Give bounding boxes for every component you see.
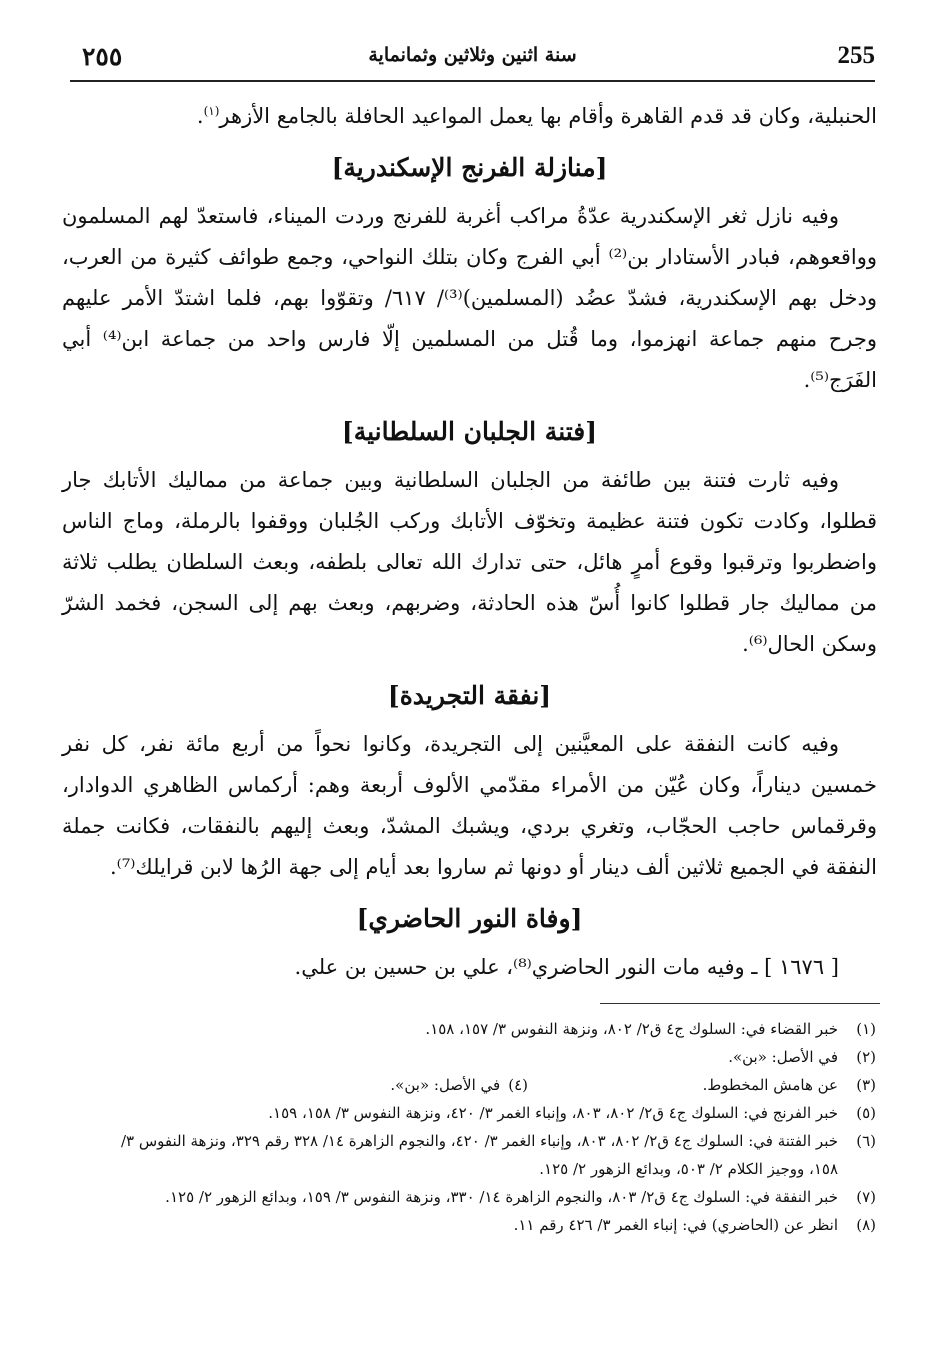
section-heading: [فتنة الجلبان السلطانية]	[341, 417, 598, 446]
footnote-separator	[600, 1003, 880, 1004]
header-rule	[70, 80, 875, 82]
intro-paragraph	[62, 96, 877, 137]
intro-text: الحنبلية، وكان قد قدم القاهرة وأقام بها يعمل المواعيد الحافلة بالجامع الأزهر	[219, 104, 877, 128]
footnote	[110, 1099, 876, 1127]
footnote-number: (١)	[856, 1020, 876, 1038]
footnote-text: خبر النفقة في: السلوك ج٤ ق٢/ ٨٠٣، والنجوم الزاهرة ١٤/ ٣٣٠، ونزهة النفوس ٣/ ١٥٩، وبدائع الزهور ٢/ ١٢٥.	[165, 1188, 838, 1206]
footnote-number: (٧)	[856, 1188, 876, 1206]
footnote	[110, 1015, 876, 1043]
main-text	[62, 96, 877, 988]
footnote-number: (٦)	[856, 1132, 876, 1150]
footnote	[110, 1183, 876, 1211]
section-paragraph: وفيه نازل ثغر الإسكندرية عدّةُ مراكب أغربة للفرنج وردت الميناء، فاستعدّ لهم المسلمون وواقعوهم، فبادر الأستادار بن⁽²⁾ أبي الفرج وكان بتلك النواحي، وجمع طوائف كثيرة من العرب، ودخل بهم الإسكندرية، فشدّ عضُد (المسلمين)⁽³⁾/ ٦١٧/ وتقوّوا بهم، فلما اشتدّ الأمر عليهم وجرح منهم جماعة انهزموا، وما قُتل من المسلمين إلّا فارس واحد من جماعة ابن⁽⁴⁾ أبي الفَرَج⁽⁵⁾.	[62, 204, 878, 392]
intro-end: .	[196, 104, 204, 128]
section-paragraph: وفيه ثارت فتنة بين طائفة من الجلبان السلطانية وبين جماعة من مماليك الأتابك جار قطلوا، وكادت تكون فتنة عظيمة وتخوّف الأتابك وركب الجُلبان ووقفوا بالرملة، وماج الناس واضطربوا وترقبوا وقوع أمرٍ هائل، حتى تدارك الله تعالى بلطفه، وبعث السلطان يطلب ثلاثة من مماليك جار قطلوا كانوا أُسّ هذه الحادثة، وضربهم، وبعث بهم إلى السجن، فخمد الشرّ وسكن الحال⁽⁶⁾.	[62, 468, 877, 656]
footnote	[110, 1043, 876, 1071]
footnote-ref: (١)	[203, 104, 220, 118]
footnote	[110, 1127, 876, 1183]
footnote-text: خبر القضاء في: السلوك ج٤ ق٢/ ٨٠٢، ونزهة النفوس ٣/ ١٥٧، ١٥٨.	[425, 1020, 838, 1038]
page-number-arabic: ٢٥٥	[82, 42, 123, 71]
footnotes	[110, 1015, 876, 1239]
footnote-number: (٤)	[508, 1076, 528, 1094]
section-heading: [نفقة التجريدة]	[387, 681, 552, 710]
footnote-text: انظر عن (الحاضري) في: إنباء الغمر ٣/ ٤٢٦ رقم ١١.	[513, 1216, 838, 1234]
section-paragraph: وفيه كانت النفقة على المعيَّنين إلى التجريدة، وكانوا نحواً من أربع مائة نفر، كل نفر خمسين ديناراً، وكان عُيّن من الأمراء مقدّمي الألوف أربعة وهم: أركماس الظاهري الدوادار، وقرقماس حاجب الحجّاب، وتغري بردي، ويشبك المشدّ، وبعث إليهم بالنفقات، فكانت جملة النفقة في الجميع ثلاثين ألف دينار أو دونها ثم ساروا بعد أيام إلى جهة الرُها لابن قرايلك⁽⁷⁾.	[62, 732, 877, 879]
footnote-number: (٣)	[856, 1076, 876, 1094]
footnote-text: في الأصل: «بن».	[390, 1076, 501, 1094]
page-header	[70, 38, 875, 84]
page-number-latin: 255	[837, 42, 875, 69]
section-paragraph: [ ١٦٧٦ ] ـ وفيه مات النور الحاضري⁽⁸⁾، علي بن حسين بن علي.	[294, 955, 839, 979]
footnote-number: (٢)	[856, 1048, 876, 1066]
running-title: سنة اثنين وثلاثين وثمانماية	[368, 44, 577, 66]
footnote	[110, 1071, 876, 1099]
footnote-text: خبر الفتنة في: السلوك ج٤ ق٢/ ٨٠٢، ٨٠٣، وإنباء الغمر ٣/ ٤٢٠، والنجوم الزاهرة ١٤/ ٣٢٨ رقم ٣٢٩، ونزهة النفوس ٣/ ١٥٨، ووجيز الكلام ٢/ ٥٠٣، وبدائع الزهور ٢/ ١٢٥.	[120, 1132, 838, 1178]
section-heading: [منازلة الفرنج الإسكندرية]	[331, 153, 608, 182]
footnote	[110, 1211, 876, 1239]
footnote-text: عن هامش المخطوط.	[702, 1076, 838, 1094]
footnote-text: خبر الفرنج في: السلوك ج٤ ق٢/ ٨٠٢، ٨٠٣، وإنباء الغمر ٣/ ٤٢٠، ونزهة النفوس ٣/ ١٥٨، ١٥٩.	[268, 1104, 838, 1122]
footnote-text: في الأصل: «بن».	[728, 1048, 838, 1066]
section-heading: [وفاة النور الحاضري]	[356, 904, 583, 933]
footnote-number: (٨)	[856, 1216, 876, 1234]
footnote-number: (٥)	[856, 1104, 876, 1122]
